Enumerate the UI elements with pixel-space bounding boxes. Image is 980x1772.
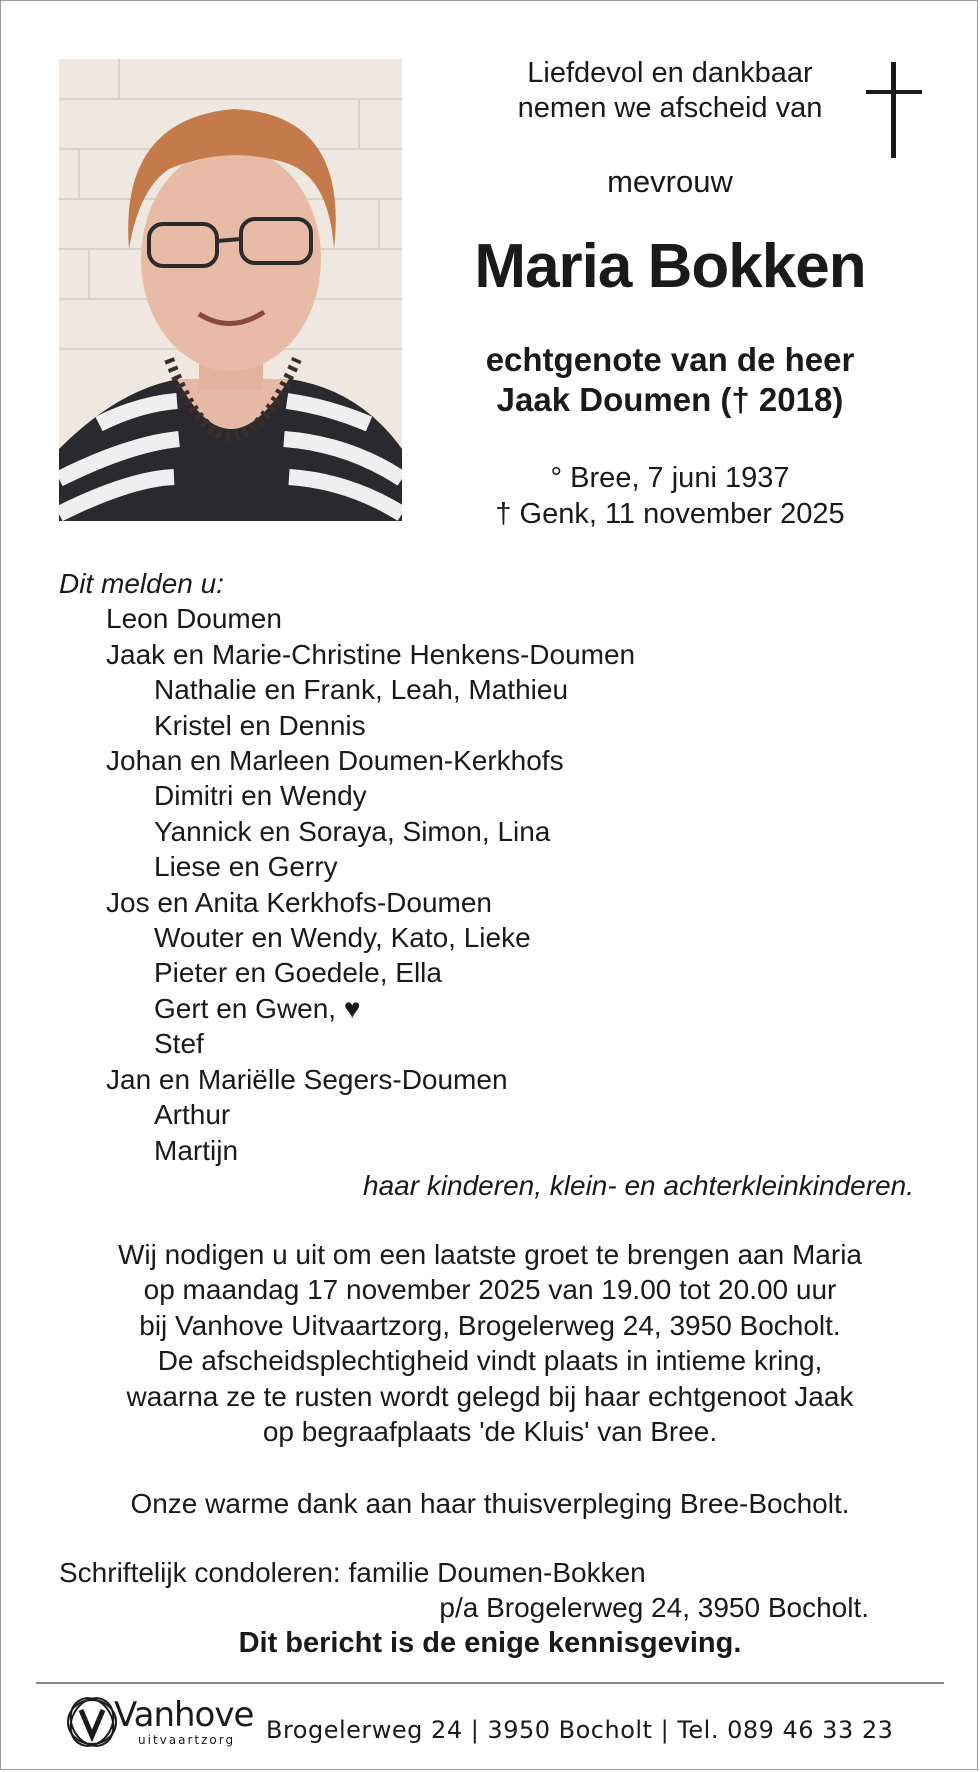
spouse-info xyxy=(440,340,900,420)
footer-divider xyxy=(36,1682,944,1684)
condolence-address: p/a Brogelerweg 24, 3950 Bocholt. xyxy=(439,1592,869,1623)
family-lead: Dit melden u: xyxy=(59,568,224,599)
family-member: Jaak en Marie-Christine Henkens-Doumen xyxy=(106,638,636,670)
invitation-line: op maandag 17 november 2025 van 19.00 tot 20.00 uur xyxy=(143,1274,837,1306)
invitation-line: waarna ze te rusten wordt gelegd bij haar echtgenoot Jaak xyxy=(126,1380,854,1412)
family-member: Wouter en Wendy, Kato, Lieke xyxy=(154,922,531,954)
footer-address: Brogelerweg 24 | 3950 Bocholt | Tel. 089 46 33 23 xyxy=(266,1716,894,1744)
family-member: Nathalie en Frank, Leah, Mathieu xyxy=(154,674,569,706)
family-member: Yannick en Soraya, Simon, Lina xyxy=(154,815,551,847)
family-member: Martijn xyxy=(154,1134,239,1166)
salutation: mevrouw xyxy=(607,164,733,199)
spouse-line: Jaak Doumen († 2018) xyxy=(496,381,844,418)
family-member: Liese en Gerry xyxy=(154,851,338,883)
family-member: Leon Doumen xyxy=(106,603,282,635)
intro-line: Liefdevol en dankbaar xyxy=(527,57,813,89)
condolence-info xyxy=(59,1555,909,1625)
birth-date: ° Bree, 7 juni 1937 xyxy=(550,462,790,494)
invitation-line: op begraafplaats 'de Kluis' van Bree. xyxy=(262,1416,718,1448)
family-member: Pieter en Goedele, Ella xyxy=(154,957,442,989)
family-member: Arthur xyxy=(154,1099,231,1131)
family-list xyxy=(59,566,929,1203)
intro-line: nemen we afscheid van xyxy=(517,92,823,124)
family-member: Dimitri en Wendy xyxy=(154,780,367,812)
intro-text xyxy=(440,56,900,126)
family-member: Kristel en Dennis xyxy=(154,709,366,741)
spouse-line: echtgenote van de heer xyxy=(485,341,855,378)
invitation-line: Wij nodigen u uit om een laatste groet te brengen aan Maria xyxy=(117,1239,862,1270)
vanhove-logo-icon xyxy=(64,1694,120,1750)
family-member: Johan en Marleen Doumen-Kerkhofs xyxy=(106,745,564,777)
invitation-line: bij Vanhove Uitvaartzorg, Brogelerweg 24, 3950 Bocholt. xyxy=(139,1309,841,1341)
deceased-name: Maria Bokken xyxy=(474,232,866,301)
life-dates xyxy=(440,460,900,532)
portrait-photo xyxy=(59,59,402,521)
logo-name: Vanhove xyxy=(114,1695,254,1735)
death-date: † Genk, 11 november 2025 xyxy=(495,498,845,530)
family-member: Gert en Gwen, ♥ xyxy=(154,992,361,1024)
family-member: Jan en Mariëlle Segers-Doumen xyxy=(106,1063,508,1095)
family-member: Stef xyxy=(154,1028,204,1060)
invitation-text xyxy=(40,1237,940,1449)
vanhove-logo xyxy=(64,1694,254,1750)
invitation-line: De afscheidsplechtigheid vindt plaats in intieme kring, xyxy=(157,1345,823,1377)
logo-subtitle: uitvaartzorg xyxy=(138,1733,236,1747)
family-member: Jos en Anita Kerkhofs-Doumen xyxy=(106,886,492,918)
condolence-line: Schriftelijk condoleren: familie Doumen-Bokken xyxy=(59,1557,646,1588)
family-closing: haar kinderen, klein- en achterkleinkinderen. xyxy=(363,1169,914,1201)
thanks-text: Onze warme dank aan haar thuisverpleging Bree-Bocholt. xyxy=(130,1488,850,1519)
sole-notice: Dit bericht is de enige kennisgeving. xyxy=(238,1627,742,1659)
